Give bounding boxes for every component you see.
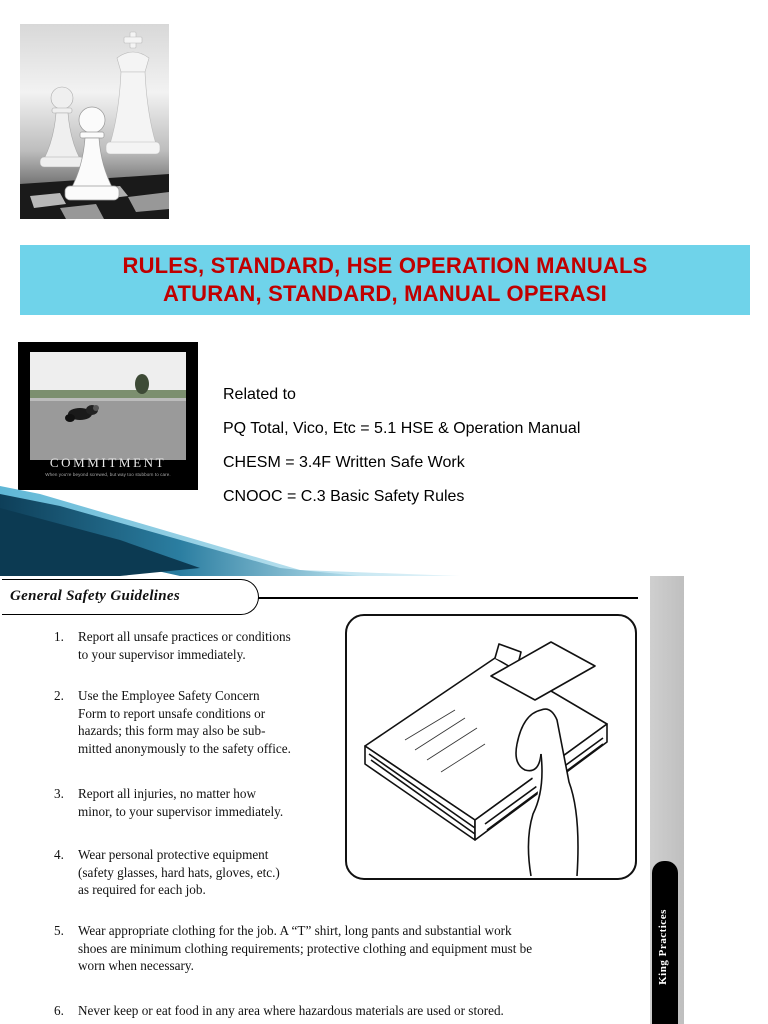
item-line: hazards; this form may also be sub- xyxy=(78,723,266,738)
item-number: 4. xyxy=(54,847,64,862)
item-line: minor, to your supervisor immediately. xyxy=(78,803,284,819)
poster-word: COMMITMENT xyxy=(49,455,167,470)
item-line: mitted anonymously to the safety office. xyxy=(78,740,291,756)
item-line: Wear personal protective equipment xyxy=(78,847,269,862)
item-line: Wear appropriate clothing for the job. A “T” shirt, long pants and substantial work xyxy=(78,923,512,938)
chess-photo xyxy=(20,24,169,219)
item-line: worn when necessary. xyxy=(78,958,194,973)
item-line: to your supervisor immediately. xyxy=(78,646,246,662)
title-banner xyxy=(20,245,750,315)
related-line: CHESM = 3.4F Written Safe Work xyxy=(223,454,465,471)
decorative-swoosh xyxy=(0,480,460,580)
item-line: Never keep or eat food in any area where hazardous materials are used or stored. xyxy=(78,1003,504,1018)
item-line: (safety glasses, hard hats, gloves, etc.) xyxy=(78,864,280,880)
item-line: shoes are minimum clothing requirements; protective clothing and equipment must be xyxy=(78,940,533,956)
item-line: as required for each job. xyxy=(78,882,206,897)
title-line-2: ATURAN, STANDARD, MANUAL OPERASI xyxy=(163,281,607,306)
item-number: 5. xyxy=(54,923,64,938)
related-line: PQ Total, Vico, Etc = 5.1 HSE & Operation Manual xyxy=(223,420,581,437)
related-line: Related to xyxy=(223,386,296,403)
item-number: 6. xyxy=(54,1003,64,1018)
item-line: Form to report unsafe conditions or xyxy=(78,705,266,721)
related-line: CNOOC = C.3 Basic Safety Rules xyxy=(223,488,465,505)
item-line: Use the Employee Safety Concern xyxy=(78,688,260,703)
book-hand-illustration xyxy=(345,614,637,880)
commitment-poster xyxy=(18,342,198,490)
section-title-box xyxy=(2,579,259,615)
motorcycle-photo xyxy=(30,352,186,460)
item-line: Report all unsafe practices or conditions xyxy=(78,629,291,644)
item-number: 2. xyxy=(54,688,64,703)
section-rule xyxy=(258,597,638,599)
item-number: 1. xyxy=(54,629,64,644)
side-tab xyxy=(652,861,678,1024)
item-line: Report all injuries, no matter how xyxy=(78,786,256,801)
scanned-guidelines-page xyxy=(0,576,684,1024)
poster-subtitle: When you're beyond screwed, but way too stubborn to care. xyxy=(45,472,171,477)
item-number: 3. xyxy=(54,786,64,801)
section-title: General Safety Guidelines xyxy=(10,588,180,604)
title-line-1: RULES, STANDARD, HSE OPERATION MANUALS xyxy=(122,253,648,278)
side-tab-label: King Practices xyxy=(657,909,669,985)
